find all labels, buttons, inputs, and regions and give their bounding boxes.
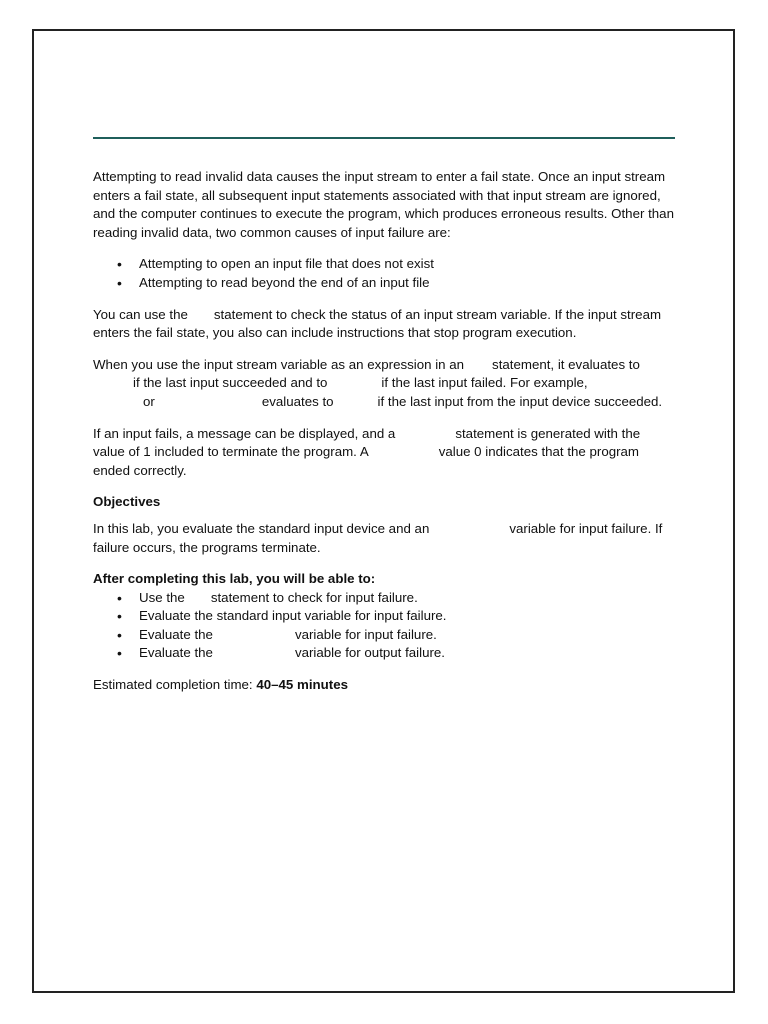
- list-item: • Attempting to read beyond the end of an input file: [139, 274, 675, 293]
- text-segment: Evaluate the: [139, 626, 213, 642]
- estimate-value: 40–45 minutes: [256, 677, 348, 693]
- text-segment: Use the: [139, 589, 185, 605]
- list-item: [139, 589, 675, 608]
- document-body: [93, 168, 675, 695]
- list-item: [139, 644, 675, 663]
- text-segment: statement to check the status of an input stream variable. If the input stream enters the fail state, you also can include instructions that stop program execution.: [93, 306, 662, 341]
- text-segment: You can use the: [93, 306, 188, 322]
- text-segment: or: [143, 393, 155, 409]
- list-item: • Attempting to open an input file that does not exist: [139, 255, 675, 274]
- objectives-heading: Objectives: [93, 494, 161, 510]
- text-segment: if the last input from the input device succeeded.: [377, 393, 663, 409]
- outcomes-list: [93, 589, 675, 663]
- text-segment: variable for input failure. If failure occurs, the programs terminate.: [93, 520, 663, 555]
- estimate-label: Estimated completion time:: [93, 677, 253, 693]
- text-segment: Evaluate the: [139, 645, 213, 661]
- text-segment: If an input fails, a message can be displayed, and a: [93, 425, 396, 441]
- text-segment: In this lab, you evaluate the standard input device and an: [93, 520, 430, 536]
- text-segment: variable for input failure.: [294, 626, 437, 642]
- objectives-paragraph: [93, 520, 675, 557]
- text-segment: variable for output failure.: [294, 645, 445, 661]
- estimated-time: [93, 676, 675, 695]
- intro-paragraph: Attempting to read invalid data causes the input stream to enter a fail state. Once an input stream enters a fail state, all subsequent input statements associated with that input stream are ignored, and the computer continues to execute the program, which produces erroneous results. Other than reading invalid data, two common causes of input failure are:: [93, 169, 674, 240]
- text-segment: Evaluate the standard input variable for input failure.: [139, 608, 447, 624]
- stream-expression-paragraph: [93, 356, 675, 412]
- after-completing-heading: After completing this lab, you will be able to:: [93, 571, 376, 587]
- text-segment: if the last input failed. For example,: [381, 375, 588, 391]
- fail-statement-paragraph: [93, 306, 675, 343]
- exit-paragraph: [93, 425, 675, 481]
- header-rule: [93, 137, 675, 139]
- causes-list: [93, 255, 675, 292]
- text-segment: statement is generated with the value of 1 included to terminate the program. A: [93, 425, 641, 460]
- text-segment: statement, it evaluates to: [492, 356, 640, 372]
- text-segment: When you use the input stream variable as an expression in an: [93, 356, 465, 372]
- text-segment: if the last input succeeded and to: [133, 375, 328, 391]
- list-item: [139, 626, 675, 645]
- text-segment: statement to check for input failure.: [210, 589, 418, 605]
- text-segment: evaluates to: [261, 393, 334, 409]
- text-segment: value 0 indicates that the program ended correctly.: [93, 444, 640, 478]
- list-item: [139, 607, 675, 626]
